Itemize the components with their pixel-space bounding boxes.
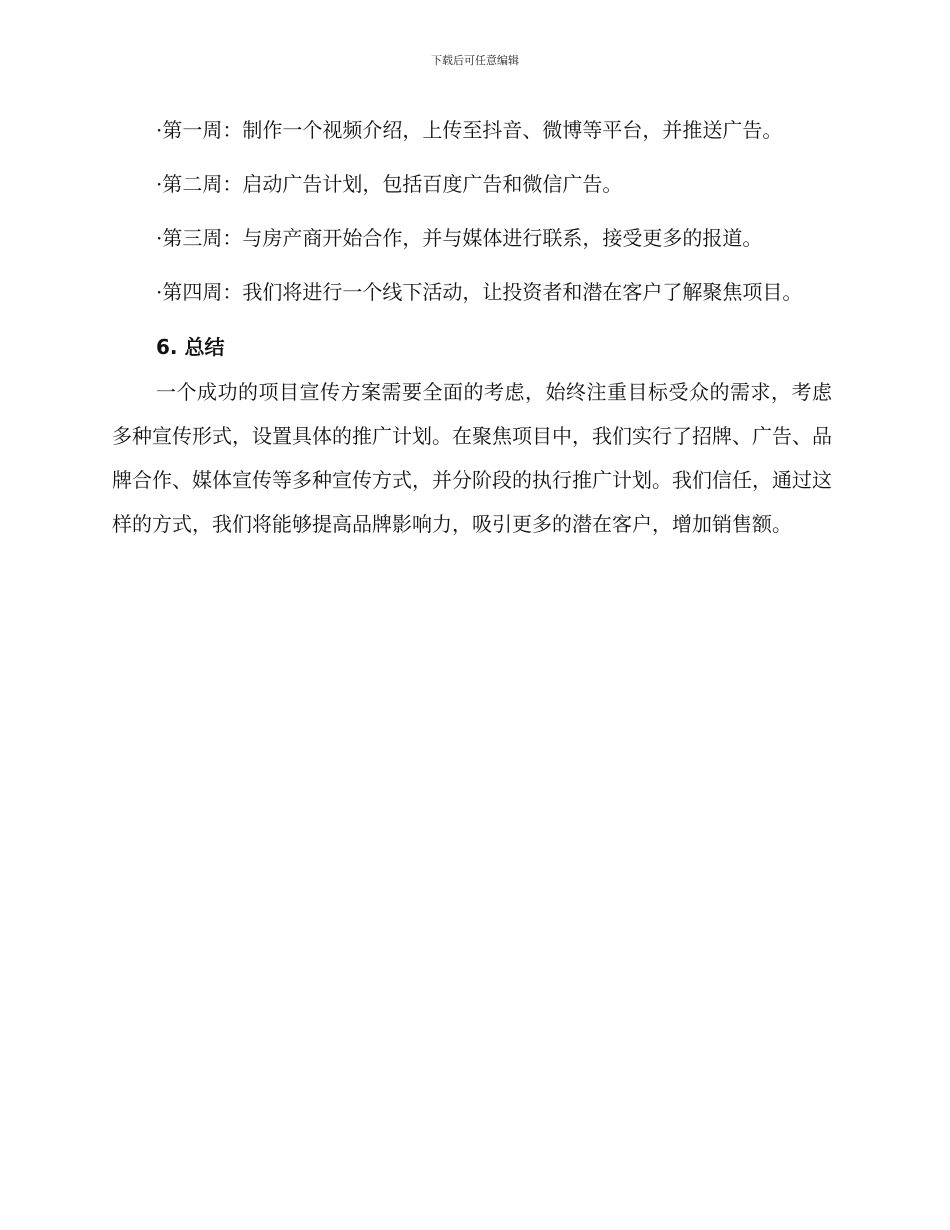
schedule-item-week-1: ·第一周：制作一个视频介绍，上传至抖音、微博等平台，并推送广告。 xyxy=(156,118,783,142)
page-header: 下载后可任意编辑 xyxy=(431,54,519,67)
document-body xyxy=(112,108,832,546)
schedule-item-week-2: ·第二周：启动广告计划，包括百度广告和微信广告。 xyxy=(156,172,623,196)
summary-paragraph: 一个成功的项目宣传方案需要全面的考虑，始终注重目标受众的需求，考虑多种宣传形式，设置具体的推广计划。在聚焦项目中，我们实行了招牌、广告、品牌合作、媒体宣传等多种宣传方式，并分阶段的执行推广计划。我们信任，通过这样的方式，我们将能够提高品牌影响力，吸引更多的潜在客户，增加销售额。 xyxy=(112,380,832,536)
schedule-item-week-4: ·第四周：我们将进行一个线下活动，让投资者和潜在客户了解聚焦项目。 xyxy=(156,280,803,304)
schedule-item-week-3: ·第三周：与房产商开始合作，并与媒体进行联系，接受更多的报道。 xyxy=(156,226,763,250)
section-heading-summary: 6. 总结 xyxy=(156,335,225,359)
